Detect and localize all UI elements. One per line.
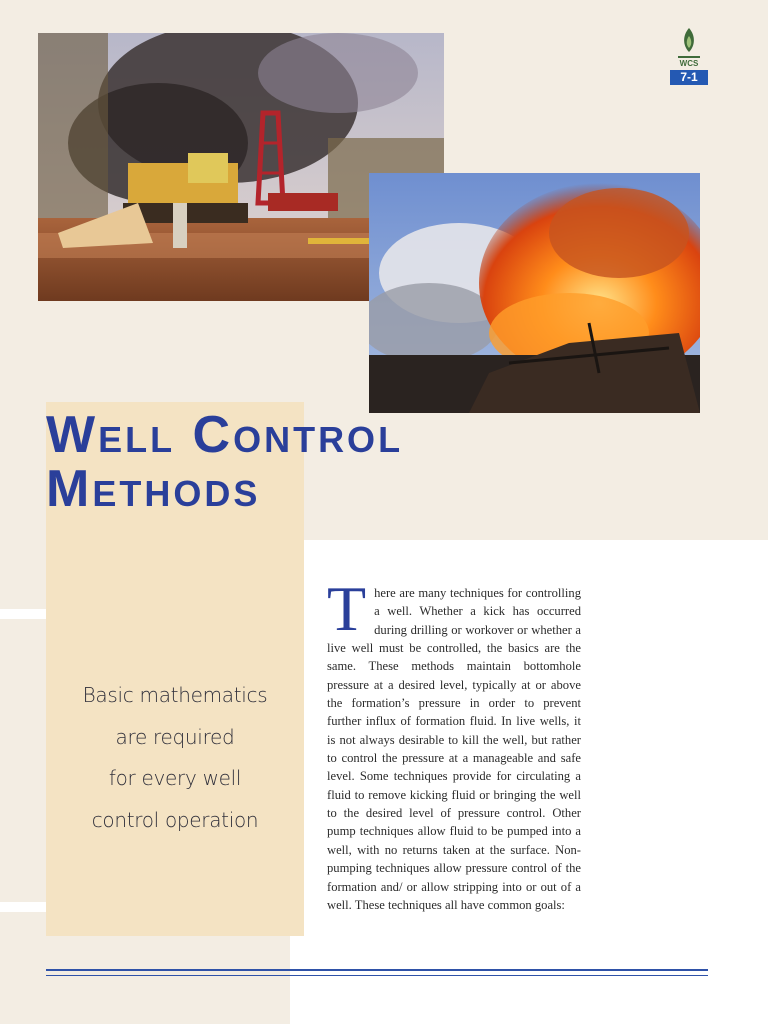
title-line-1: Well Control — [46, 406, 404, 464]
pull-quote — [46, 675, 304, 841]
pull-quote-line: are required — [115, 724, 235, 749]
logo-text: WCS — [679, 59, 699, 68]
pull-quote-line: for every well — [108, 766, 242, 790]
footer-rule — [46, 969, 708, 971]
title-line-2: Methods — [46, 460, 261, 518]
page-title — [46, 408, 403, 516]
body-text: here are many techniques for controlling a well. Whether a kick has occurred during drilling or workover or whether a live well must be controlled, the basics are the same. These methods maintain bottomhole pressure at a desired level, typically at or above the formation’s pressure in order to prevent further influx of formation fluid. In live wells, it is not always desirable to kill the well, but rather to control the pressure at a manageable and safe level. Some techniques provide for circulating a fluid to remove kicking fluid or bringing the well to the desired level of pressure control. Other pump techniques allow fluid to be pumped into a well, with no returns taken at the surface. Non-pumping techniques allow pressure control of the formation and/ or allow stripping into or out of a well. These techniques all have common goals: — [327, 586, 581, 912]
well-fire-photo — [369, 173, 700, 413]
page-number-badge: 7-1 — [670, 70, 708, 85]
footer-rule-thin — [46, 975, 708, 976]
body-paragraph — [327, 573, 581, 914]
drop-cap: T — [327, 573, 367, 644]
pull-quote-line: Basic mathematics — [82, 683, 268, 707]
pull-quote-line: control operation — [91, 807, 259, 832]
